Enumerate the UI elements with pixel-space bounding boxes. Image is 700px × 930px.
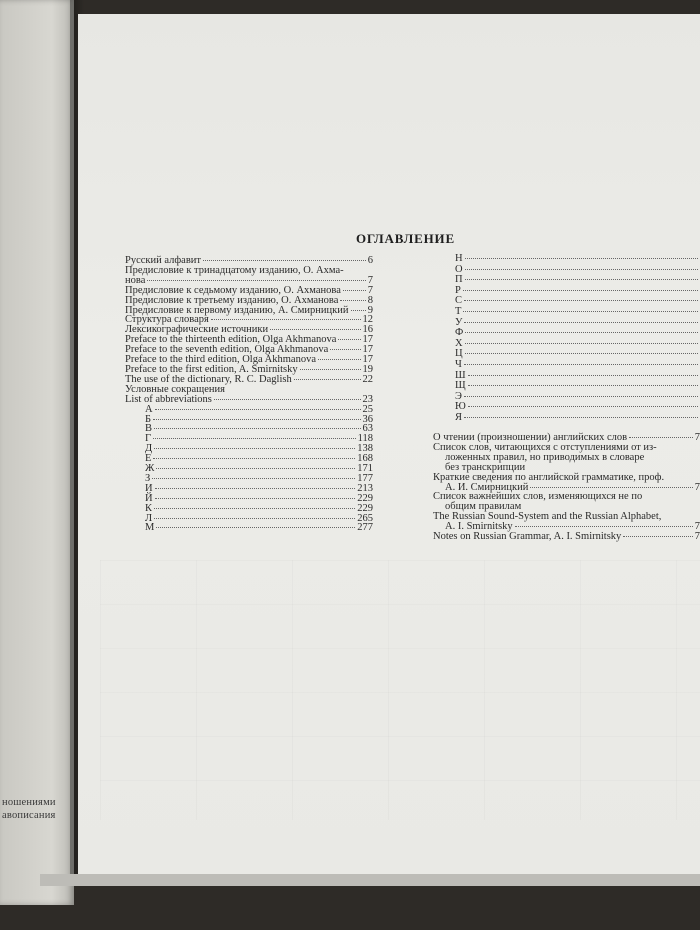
toc-entry-label: Й	[145, 492, 153, 504]
dot-leader	[203, 260, 366, 261]
toc-letter-entry	[455, 392, 700, 403]
toc-letter-label: Т	[455, 305, 462, 317]
toc-entry-label: Ж	[145, 463, 155, 475]
toc-entry-label: А	[145, 403, 153, 415]
toc-entry-label: Д	[145, 443, 153, 455]
dot-leader	[465, 258, 698, 259]
toc-entry-label: Preface to the seventh edition, Olga Akhmanova	[125, 344, 329, 356]
toc-entry-page: 171	[357, 463, 373, 475]
toc-entry-label: Предисловие к третьему изданию, О. Ахманова	[125, 294, 339, 306]
dot-leader	[468, 385, 698, 386]
dot-leader	[155, 409, 361, 410]
dot-leader	[465, 343, 698, 344]
toc-letter-entry	[455, 296, 700, 307]
toc-entry-label: ложенных правил, но приводимых в словаре	[445, 451, 645, 463]
dot-leader	[154, 518, 355, 519]
dot-leader	[270, 329, 360, 330]
toc-entry-page: 9	[367, 304, 373, 316]
toc-letter-label: У	[455, 316, 463, 328]
dot-leader	[211, 319, 361, 320]
dot-leader	[463, 290, 698, 291]
toc-letter-entry	[455, 307, 700, 318]
toc-entry-label: Русский алфавит	[125, 255, 201, 266]
dot-leader	[330, 349, 360, 350]
toc-entry-page: 7	[367, 284, 373, 296]
dot-leader	[465, 269, 698, 270]
toc-entry-label: Г	[145, 433, 152, 445]
toc-letter-entry	[455, 318, 700, 329]
contents-heading: ОГЛАВЛЕНИЕ	[356, 231, 455, 246]
dot-leader	[468, 375, 698, 376]
toc-entry-page: 17	[362, 354, 373, 366]
toc-letter-label: П	[455, 274, 463, 286]
toc-entry-page: 8	[367, 294, 373, 306]
toc-entry	[125, 434, 373, 444]
toc-letter-label: О	[455, 263, 463, 275]
toc-entry	[433, 532, 700, 542]
toc-entry-label: Условные сокращения	[125, 383, 225, 395]
dot-leader	[153, 458, 355, 459]
toc-entry-page: 17	[362, 334, 373, 346]
toc-entry-page: 7	[367, 274, 373, 286]
toc-entry	[125, 424, 373, 434]
toc-entry-label: The use of the dictionary, R. C. Daglish	[125, 373, 292, 385]
toc-entry-label: нова	[125, 274, 146, 286]
toc-entry-label: A. I. Smirnitsky	[445, 521, 513, 533]
toc-entry-page: 16	[362, 324, 373, 336]
toc-entry-label: Preface to the thirteenth edition, Olga Akhmanova	[125, 334, 337, 346]
page-bottom-edge	[40, 874, 700, 886]
toc-entry-label: Предисловие к тринадцатому изданию, О. Ахма-	[125, 264, 344, 276]
dot-leader	[153, 419, 360, 420]
dot-leader	[464, 300, 698, 301]
toc-entry-label: Краткие сведения по английской грамматике, проф.	[433, 471, 665, 483]
toc-entry-label: В	[145, 423, 153, 435]
left-page-fragment: ношениями	[2, 797, 56, 808]
toc-letter-entry	[455, 360, 700, 371]
toc-entry-page: 63	[362, 423, 373, 435]
dot-leader	[623, 536, 692, 537]
toc-entry	[125, 523, 373, 533]
toc-entry-page: 7	[694, 531, 700, 543]
toc-entry	[125, 444, 373, 454]
toc-entry-page: 7	[694, 521, 700, 533]
toc-entry-label: Предисловие к седьмому изданию, О. Ахманова	[125, 284, 341, 296]
dot-leader	[464, 364, 698, 365]
toc-entry-label: Preface to the third edition, Olga Akhmanova	[125, 354, 316, 366]
toc-entry-page: 12	[362, 314, 373, 326]
dot-leader	[343, 290, 366, 291]
dot-leader	[468, 406, 698, 407]
toc-letter-label: Ч	[455, 358, 462, 370]
toc-entry-label: Лексикографические источники	[125, 324, 269, 336]
left-page	[0, 0, 74, 905]
dot-leader	[530, 487, 692, 488]
toc-entry-label: Структура словаря	[125, 314, 209, 326]
dot-leader	[294, 379, 361, 380]
toc-entry-label: М	[145, 522, 155, 534]
dot-leader	[153, 438, 356, 439]
toc-entry-page: 265	[357, 512, 373, 524]
toc-entry-label: List of abbreviations	[125, 393, 212, 405]
dot-leader	[629, 437, 693, 438]
dot-leader	[465, 279, 698, 280]
toc-entry-label: без транскрипции	[445, 461, 526, 473]
toc-entry-page: 277	[357, 522, 373, 534]
toc-entry-label: Preface to the first edition, A. Smirnitsky	[125, 363, 298, 375]
toc-right-column	[433, 433, 700, 542]
toc-letter-entry	[455, 328, 700, 339]
toc-letter-entry	[455, 413, 700, 424]
toc-letter-entry	[455, 381, 700, 392]
toc-letter-entry	[455, 349, 700, 360]
toc-letter-entry	[455, 265, 700, 276]
toc-entry	[125, 395, 373, 405]
toc-letter-label: Х	[455, 337, 463, 349]
toc-letter-label: Р	[455, 284, 461, 296]
toc-letter-label: Ф	[455, 327, 464, 339]
toc-entry-label: общим правилам	[445, 501, 522, 513]
dot-leader	[351, 310, 366, 311]
toc-entry-label: О чтении (произношении) английских слов	[433, 432, 628, 443]
toc-entry-label: К	[145, 502, 153, 514]
toc-letter-label: Ш	[455, 369, 466, 381]
dot-leader	[465, 353, 698, 354]
dot-leader	[463, 311, 698, 312]
toc-entry-page: 23	[362, 393, 373, 405]
toc-entry	[125, 405, 373, 415]
toc-entry-label: З	[145, 472, 151, 484]
dot-leader	[515, 526, 693, 527]
toc-entry	[125, 514, 373, 524]
toc-entry	[125, 266, 373, 276]
toc-letter-label: Э	[455, 390, 462, 402]
toc-letter-entry	[455, 339, 700, 350]
toc-letter-entry	[455, 275, 700, 286]
toc-entry-page: 36	[362, 413, 373, 425]
dot-leader	[154, 428, 360, 429]
toc-entry-page: 22	[362, 373, 373, 385]
toc-letter-label: С	[455, 295, 463, 307]
dot-leader	[154, 448, 355, 449]
toc-entry-page: 177	[357, 472, 373, 484]
toc-entry-label: А. И. Смирницкий	[445, 481, 529, 493]
toc-entry-label: Notes on Russian Grammar, A. I. Smirnitsky	[433, 531, 622, 543]
toc-letter-column	[455, 254, 700, 424]
dot-leader	[214, 399, 361, 400]
dot-leader	[464, 417, 698, 418]
toc-entry-label: Список слов, читающихся с отступлениями от из-	[433, 441, 657, 453]
toc-entry-page: 7	[694, 481, 700, 493]
toc-entry-label: Л	[145, 512, 153, 524]
dot-leader	[156, 468, 355, 469]
toc-entry	[125, 454, 373, 464]
toc-letter-label: Щ	[455, 380, 466, 392]
toc-entry-page: 118	[357, 433, 373, 445]
dot-leader	[147, 280, 365, 281]
toc-entry	[125, 504, 373, 514]
dot-leader	[155, 488, 356, 489]
toc-letter-entry	[455, 371, 700, 382]
dot-leader	[338, 339, 360, 340]
toc-entry-page: 19	[362, 363, 373, 375]
toc-entry	[125, 494, 373, 504]
toc-entry-label: Предисловие к первому изданию, А. Смирницкий	[125, 304, 349, 316]
toc-entry-page: 229	[357, 502, 373, 514]
toc-entry-page: 25	[362, 403, 373, 415]
toc-letter-entry	[455, 286, 700, 297]
toc-letter-entry	[455, 254, 700, 265]
toc-entry-page: 7	[694, 432, 700, 443]
toc-entry-page: 229	[357, 492, 373, 504]
toc-entry-page: 138	[357, 443, 373, 455]
dot-leader	[318, 359, 361, 360]
toc-letter-label: Ц	[455, 348, 463, 360]
toc-entry-label: Б	[145, 413, 152, 425]
toc-letter-label: Ю	[455, 401, 466, 413]
dot-leader	[152, 478, 355, 479]
toc-entry-label: Е	[145, 453, 152, 465]
toc-entry-page: 168	[357, 453, 373, 465]
toc-entry	[125, 464, 373, 474]
dot-leader	[155, 498, 356, 499]
toc-entry-label: The Russian Sound-System and the Russian Alphabet,	[433, 511, 662, 523]
dot-leader	[340, 300, 365, 301]
toc-entry-page: 17	[362, 344, 373, 356]
dot-leader	[154, 508, 355, 509]
dot-leader	[156, 527, 355, 528]
toc-letter-entry	[455, 402, 700, 413]
toc-left-column	[125, 256, 373, 533]
dot-leader	[300, 369, 361, 370]
dot-leader	[465, 332, 698, 333]
toc-entry-page: 6	[367, 255, 373, 266]
toc-letter-label: Н	[455, 253, 463, 264]
toc-entry	[125, 484, 373, 494]
show-through-table	[100, 560, 700, 820]
dot-leader	[464, 396, 698, 397]
toc-entry-label: Список важнейших слов, изменяющихся не по	[433, 491, 643, 503]
toc-entry-label: И	[145, 482, 153, 494]
left-page-fragment: авописания	[2, 810, 56, 821]
dot-leader	[464, 322, 698, 323]
toc-entry	[125, 474, 373, 484]
toc-letter-label: Я	[455, 411, 463, 423]
toc-entry	[125, 415, 373, 425]
toc-entry-page: 213	[357, 482, 373, 494]
